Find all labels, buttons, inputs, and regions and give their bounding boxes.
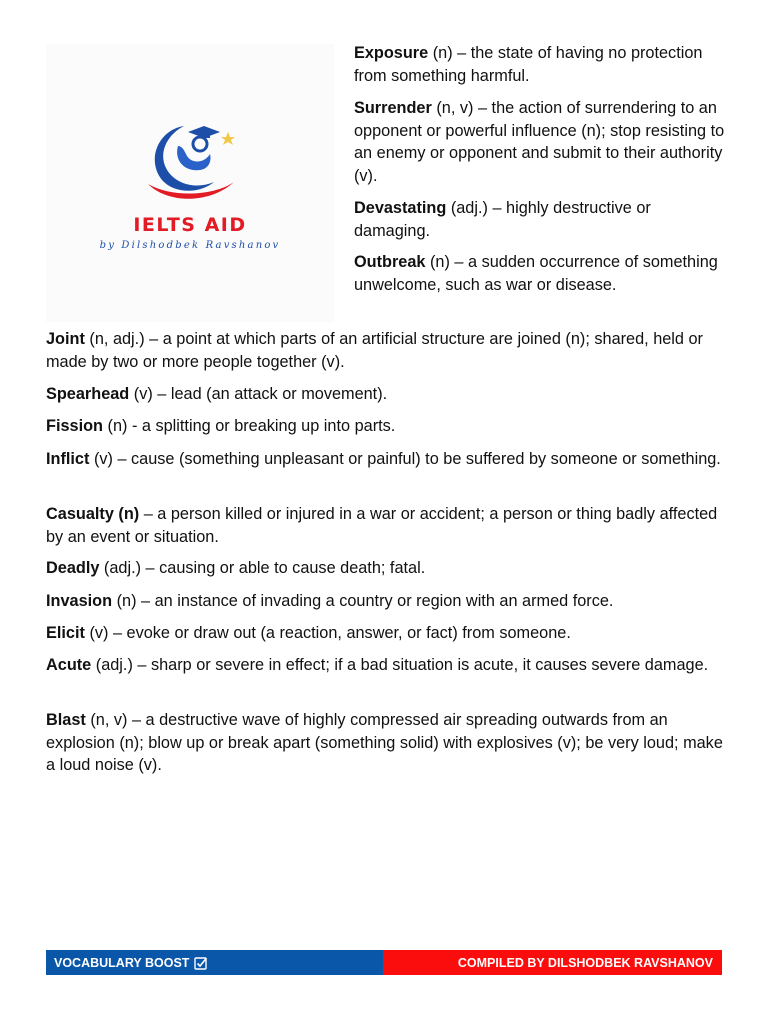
checkbox-icon bbox=[194, 956, 208, 970]
vocab-entry bbox=[46, 503, 726, 548]
logo-subtitle: by Dilshodbek Ravshanov bbox=[99, 240, 281, 251]
entry-definition: (v) – lead (an attack or movement). bbox=[129, 385, 388, 403]
vocab-entry bbox=[46, 654, 726, 677]
entry-definition: – a person killed or injured in a war or accident; a person or thing badly affected by an event or situation. bbox=[46, 505, 718, 546]
logo bbox=[46, 44, 334, 322]
vocab-entry bbox=[46, 448, 726, 471]
entry-term: Exposure bbox=[354, 44, 429, 62]
entry-definition: (adj.) – sharp or severe in effect; if a bad situation is acute, it causes severe damage. bbox=[91, 656, 709, 674]
footer-compiled-by: COMPILED BY DILSHODBEK RAVSHANOV bbox=[457, 955, 713, 970]
entry-definition: (n, adj.) – a point at which parts of an artificial structure are joined (n); shared, held or made by two or more people together (v). bbox=[46, 330, 703, 371]
entry-term: Invasion bbox=[46, 592, 113, 610]
vocab-entry bbox=[46, 709, 726, 777]
entry-definition: (adj.) – causing or able to cause death; fatal. bbox=[99, 559, 426, 577]
vocab-entry bbox=[354, 42, 726, 87]
entry-definition: (v) – evoke or draw out (a reaction, answer, or fact) from someone. bbox=[84, 624, 571, 642]
entry-term: Outbreak bbox=[354, 253, 426, 271]
entry-definition: (n) – an instance of invading a country or region with an armed force. bbox=[112, 592, 614, 610]
entry-definition: (n, v) – a destructive wave of highly compressed air spreading outwards from an explosion (n); blow up or break apart (something solid) with explosives (v); be very loud; make a loud noise (v). bbox=[46, 711, 723, 775]
entry-term: Elicit bbox=[46, 624, 85, 642]
entry-term: Deadly bbox=[46, 559, 100, 577]
vocab-entry bbox=[354, 251, 726, 296]
vocab-entry bbox=[354, 97, 726, 187]
vocab-entry bbox=[46, 415, 726, 438]
vocab-entry bbox=[46, 590, 726, 613]
vocab-entry bbox=[46, 557, 726, 580]
entry-term: Inflict bbox=[46, 450, 90, 468]
footer-bar bbox=[46, 950, 722, 975]
entry-term: Casualty (n) bbox=[46, 505, 140, 523]
vocab-entry bbox=[354, 197, 726, 242]
vocab-entry bbox=[46, 622, 726, 645]
entry-definition: (n) - a splitting or breaking up into parts. bbox=[103, 417, 396, 435]
vocab-entry bbox=[46, 383, 726, 406]
entry-definition: (n) – a sudden occurrence of something unwelcome, such as war or disease. bbox=[354, 253, 718, 294]
entry-definition: (v) – cause (something unpleasant or painful) to be suffered by someone or something. bbox=[89, 450, 721, 468]
entry-definition: (n, v) – the action of surrendering to an opponent or powerful influence (n); stop resisting to an enemy or opponent and submit to their authority (v). bbox=[354, 99, 725, 185]
vocab-entry bbox=[46, 328, 726, 373]
footer-vocabulary-boost: VOCABULARY BOOST bbox=[54, 955, 190, 970]
logo-emblem bbox=[144, 120, 240, 210]
entry-term: Surrender bbox=[354, 99, 432, 117]
entry-term: Devastating bbox=[354, 199, 447, 217]
footer-left bbox=[46, 950, 383, 975]
entry-definition: (adj.) – highly destructive or damaging. bbox=[354, 199, 651, 240]
entry-term: Fission bbox=[46, 417, 103, 435]
entry-term: Joint bbox=[46, 330, 85, 348]
footer-right bbox=[383, 950, 722, 975]
entry-term: Acute bbox=[46, 656, 92, 674]
entry-definition: (n) – the state of having no protection from something harmful. bbox=[354, 44, 703, 85]
entry-term: Blast bbox=[46, 711, 86, 729]
entry-term: Spearhead bbox=[46, 385, 130, 403]
logo-title: IELTS AID bbox=[133, 214, 247, 236]
